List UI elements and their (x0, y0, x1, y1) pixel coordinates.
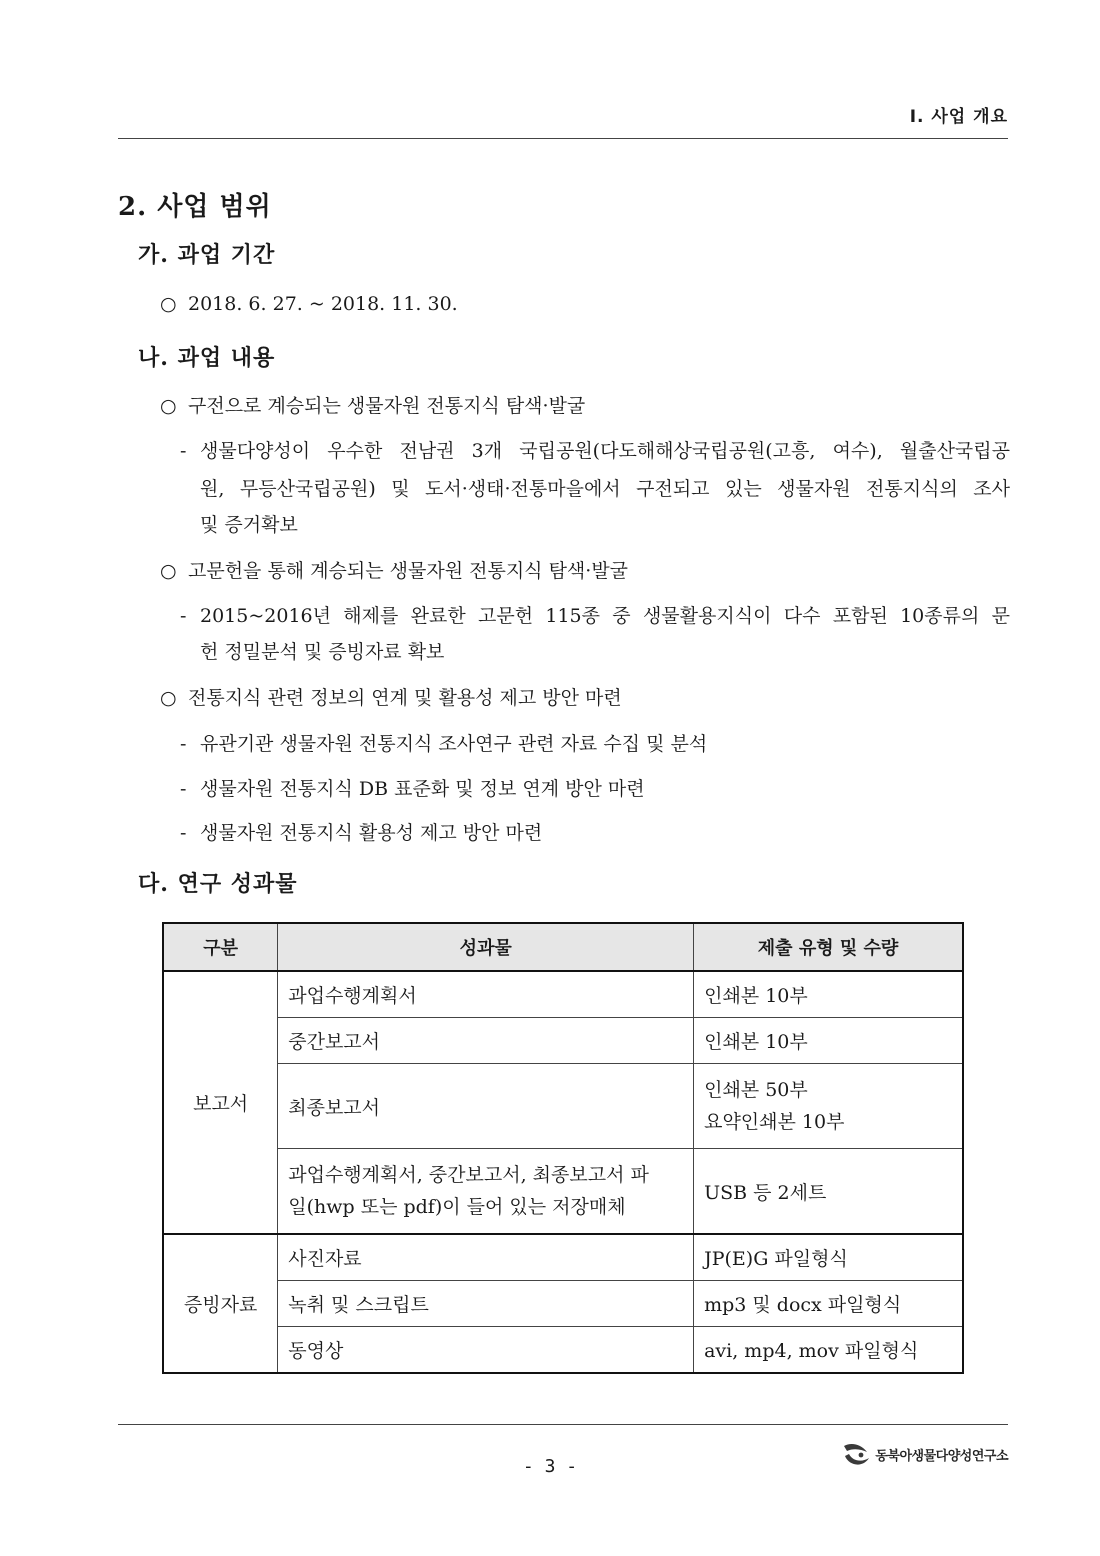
table-header-cell: 구분 (163, 923, 278, 971)
content-sub-line: 원, 무등산국립공원) 및 도서·생태·전통마을에서 구전되고 있는 생물자원 전통지식의 조사 (200, 478, 1010, 500)
content-sub-line: 2015~2016년 해제를 완료한 고문헌 115종 중 생물활용지식이 다수 포함된 10종류의 문 (200, 605, 1010, 627)
section-title: 2. 사업 범위 (118, 192, 272, 222)
content-item-bullet: ○ (160, 560, 177, 582)
submission-line: 요약인쇄본 10부 (704, 1111, 845, 1133)
content-sub-line: 생물자원 전통지식 DB 표준화 및 정보 연계 방안 마련 (200, 778, 645, 800)
content-sub-dash: - (180, 778, 187, 800)
header-rule (118, 138, 1008, 139)
item-cell: 동영상 (278, 1327, 694, 1374)
content-item-bullet: ○ (160, 395, 177, 417)
content-sub-line: 생물자원 전통지식 활용성 제고 방안 마련 (200, 822, 543, 844)
item-line: 일(hwp 또는 pdf)이 들어 있는 저장매체 (288, 1196, 626, 1218)
content-item: 구전으로 계승되는 생물자원 전통지식 탐색·발굴 (188, 395, 586, 417)
submission-line: 인쇄본 50부 (704, 1079, 808, 1101)
table-row (163, 1149, 963, 1235)
table-header-row (163, 923, 963, 971)
table-row (163, 1064, 963, 1149)
content-item-bullet: ○ (160, 687, 177, 709)
outputs-heading: 다. 연구 성과물 (138, 871, 298, 897)
period-heading: 가. 과업 기간 (138, 242, 276, 268)
content-sub-line: 유관기관 생물자원 전통지식 조사연구 관련 자료 수집 및 분석 (200, 733, 708, 755)
submission-cell: mp3 및 docx 파일형식 (694, 1281, 963, 1327)
content-sub-dash: - (180, 733, 187, 755)
org-logo (841, 1440, 1008, 1468)
period-bullet: ○ (160, 293, 177, 315)
leaf-swirl-icon (841, 1440, 871, 1468)
submission-cell: USB 등 2세트 (694, 1149, 963, 1235)
content-sub-line: 헌 정밀분석 및 증빙자료 확보 (200, 641, 445, 663)
submission-cell: avi, mp4, mov 파일형식 (694, 1327, 963, 1374)
item-cell: 최종보고서 (278, 1064, 694, 1149)
item-cell: 중간보고서 (278, 1018, 694, 1064)
submission-cell: 인쇄본 10부 (694, 1018, 963, 1064)
table-row (163, 1281, 963, 1327)
content-sub-dash: - (180, 440, 187, 462)
page-number: - 3 - (522, 1456, 578, 1477)
table-header-cell: 성과물 (278, 923, 694, 971)
footer-rule (118, 1424, 1008, 1425)
org-name: 동북아생물다양성연구소 (875, 1448, 1008, 1464)
content-sub-dash: - (180, 605, 187, 627)
table-header-cell: 제출 유형 및 수량 (694, 923, 963, 971)
table-row (163, 1327, 963, 1374)
submission-cell (694, 1064, 963, 1149)
content-sub-line: 생물다양성이 우수한 전남권 3개 국립공원(다도해해상국립공원(고흥, 여수), 월출산국립공 (200, 440, 1010, 462)
item-line: 과업수행계획서, 중간보고서, 최종보고서 파 (288, 1164, 649, 1186)
table-row (163, 1234, 963, 1281)
table-row (163, 1018, 963, 1064)
content-item: 고문헌을 통해 계승되는 생물자원 전통지식 탐색·발굴 (188, 560, 629, 582)
outputs-table (162, 922, 964, 1374)
category-cell: 증빙자료 (163, 1234, 278, 1373)
content-sub-dash: - (180, 822, 187, 844)
running-header: Ⅰ. 사업 개요 (909, 107, 1008, 127)
content-heading: 나. 과업 내용 (138, 345, 276, 371)
period-text: 2018. 6. 27. ~ 2018. 11. 30. (188, 293, 458, 315)
item-cell: 과업수행계획서 (278, 971, 694, 1018)
submission-cell: JP(E)G 파일형식 (694, 1234, 963, 1281)
item-cell (278, 1149, 694, 1235)
table-row (163, 971, 963, 1018)
content-sub-line: 및 증거확보 (200, 514, 298, 536)
category-cell: 보고서 (163, 971, 278, 1234)
item-cell: 녹취 및 스크립트 (278, 1281, 694, 1327)
item-cell: 사진자료 (278, 1234, 694, 1281)
submission-cell: 인쇄본 10부 (694, 971, 963, 1018)
content-item: 전통지식 관련 정보의 연계 및 활용성 제고 방안 마련 (188, 687, 622, 709)
